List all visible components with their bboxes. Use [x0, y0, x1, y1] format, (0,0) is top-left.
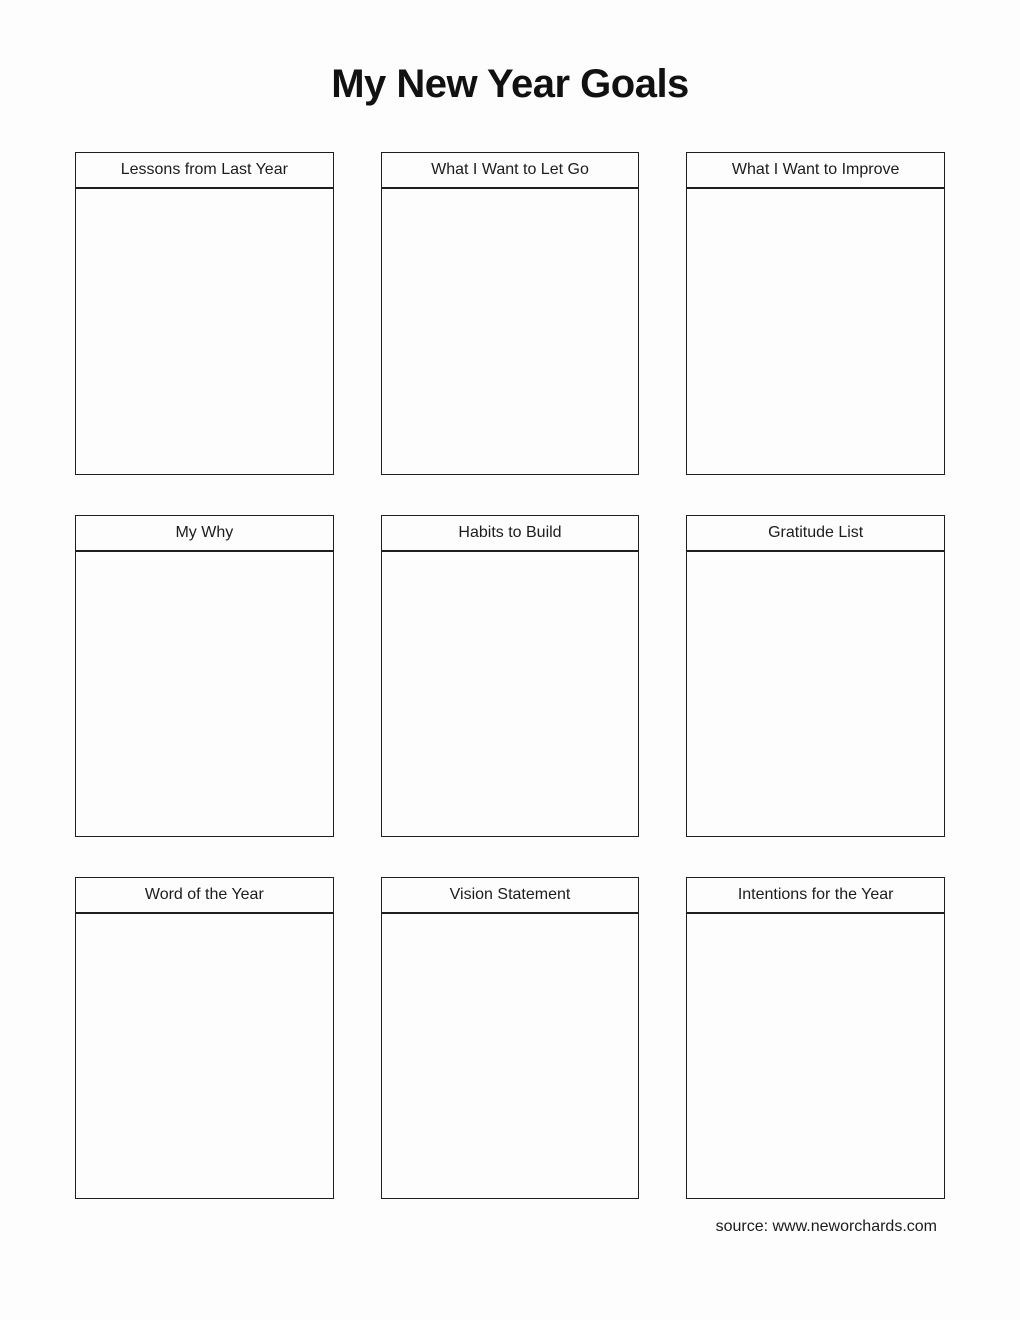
source-credit: source: www.neworchards.com: [715, 1218, 937, 1235]
section-title: What I Want to Improve: [687, 153, 944, 189]
section-title: Lessons from Last Year: [76, 153, 333, 189]
section-title: Gratitude List: [687, 516, 944, 552]
section-title: What I Want to Let Go: [382, 153, 639, 189]
section-card-word-of-the-year: [75, 877, 334, 1199]
section-writing-area: [76, 189, 333, 474]
section-card-vision-statement: [381, 877, 640, 1199]
section-card-intentions-for-the-year: [686, 877, 945, 1199]
section-writing-area: [382, 552, 639, 836]
section-title: Vision Statement: [382, 878, 639, 914]
section-writing-area: [687, 552, 944, 836]
section-card-lessons-from-last-year: [75, 152, 334, 475]
sections-grid: [75, 152, 945, 1199]
section-title: Habits to Build: [382, 516, 639, 552]
section-title: My Why: [76, 516, 333, 552]
section-card-what-i-want-to-improve: [686, 152, 945, 475]
section-title: Intentions for the Year: [687, 878, 944, 914]
section-card-my-why: [75, 515, 334, 837]
section-writing-area: [382, 189, 639, 474]
section-title: Word of the Year: [76, 878, 333, 914]
section-card-habits-to-build: [381, 515, 640, 837]
section-writing-area: [76, 914, 333, 1198]
section-writing-area: [76, 552, 333, 836]
page-title: My New Year Goals: [331, 62, 689, 106]
section-card-what-i-want-to-let-go: [381, 152, 640, 475]
section-writing-area: [687, 914, 944, 1198]
section-writing-area: [382, 914, 639, 1198]
section-card-gratitude-list: [686, 515, 945, 837]
section-writing-area: [687, 189, 944, 474]
